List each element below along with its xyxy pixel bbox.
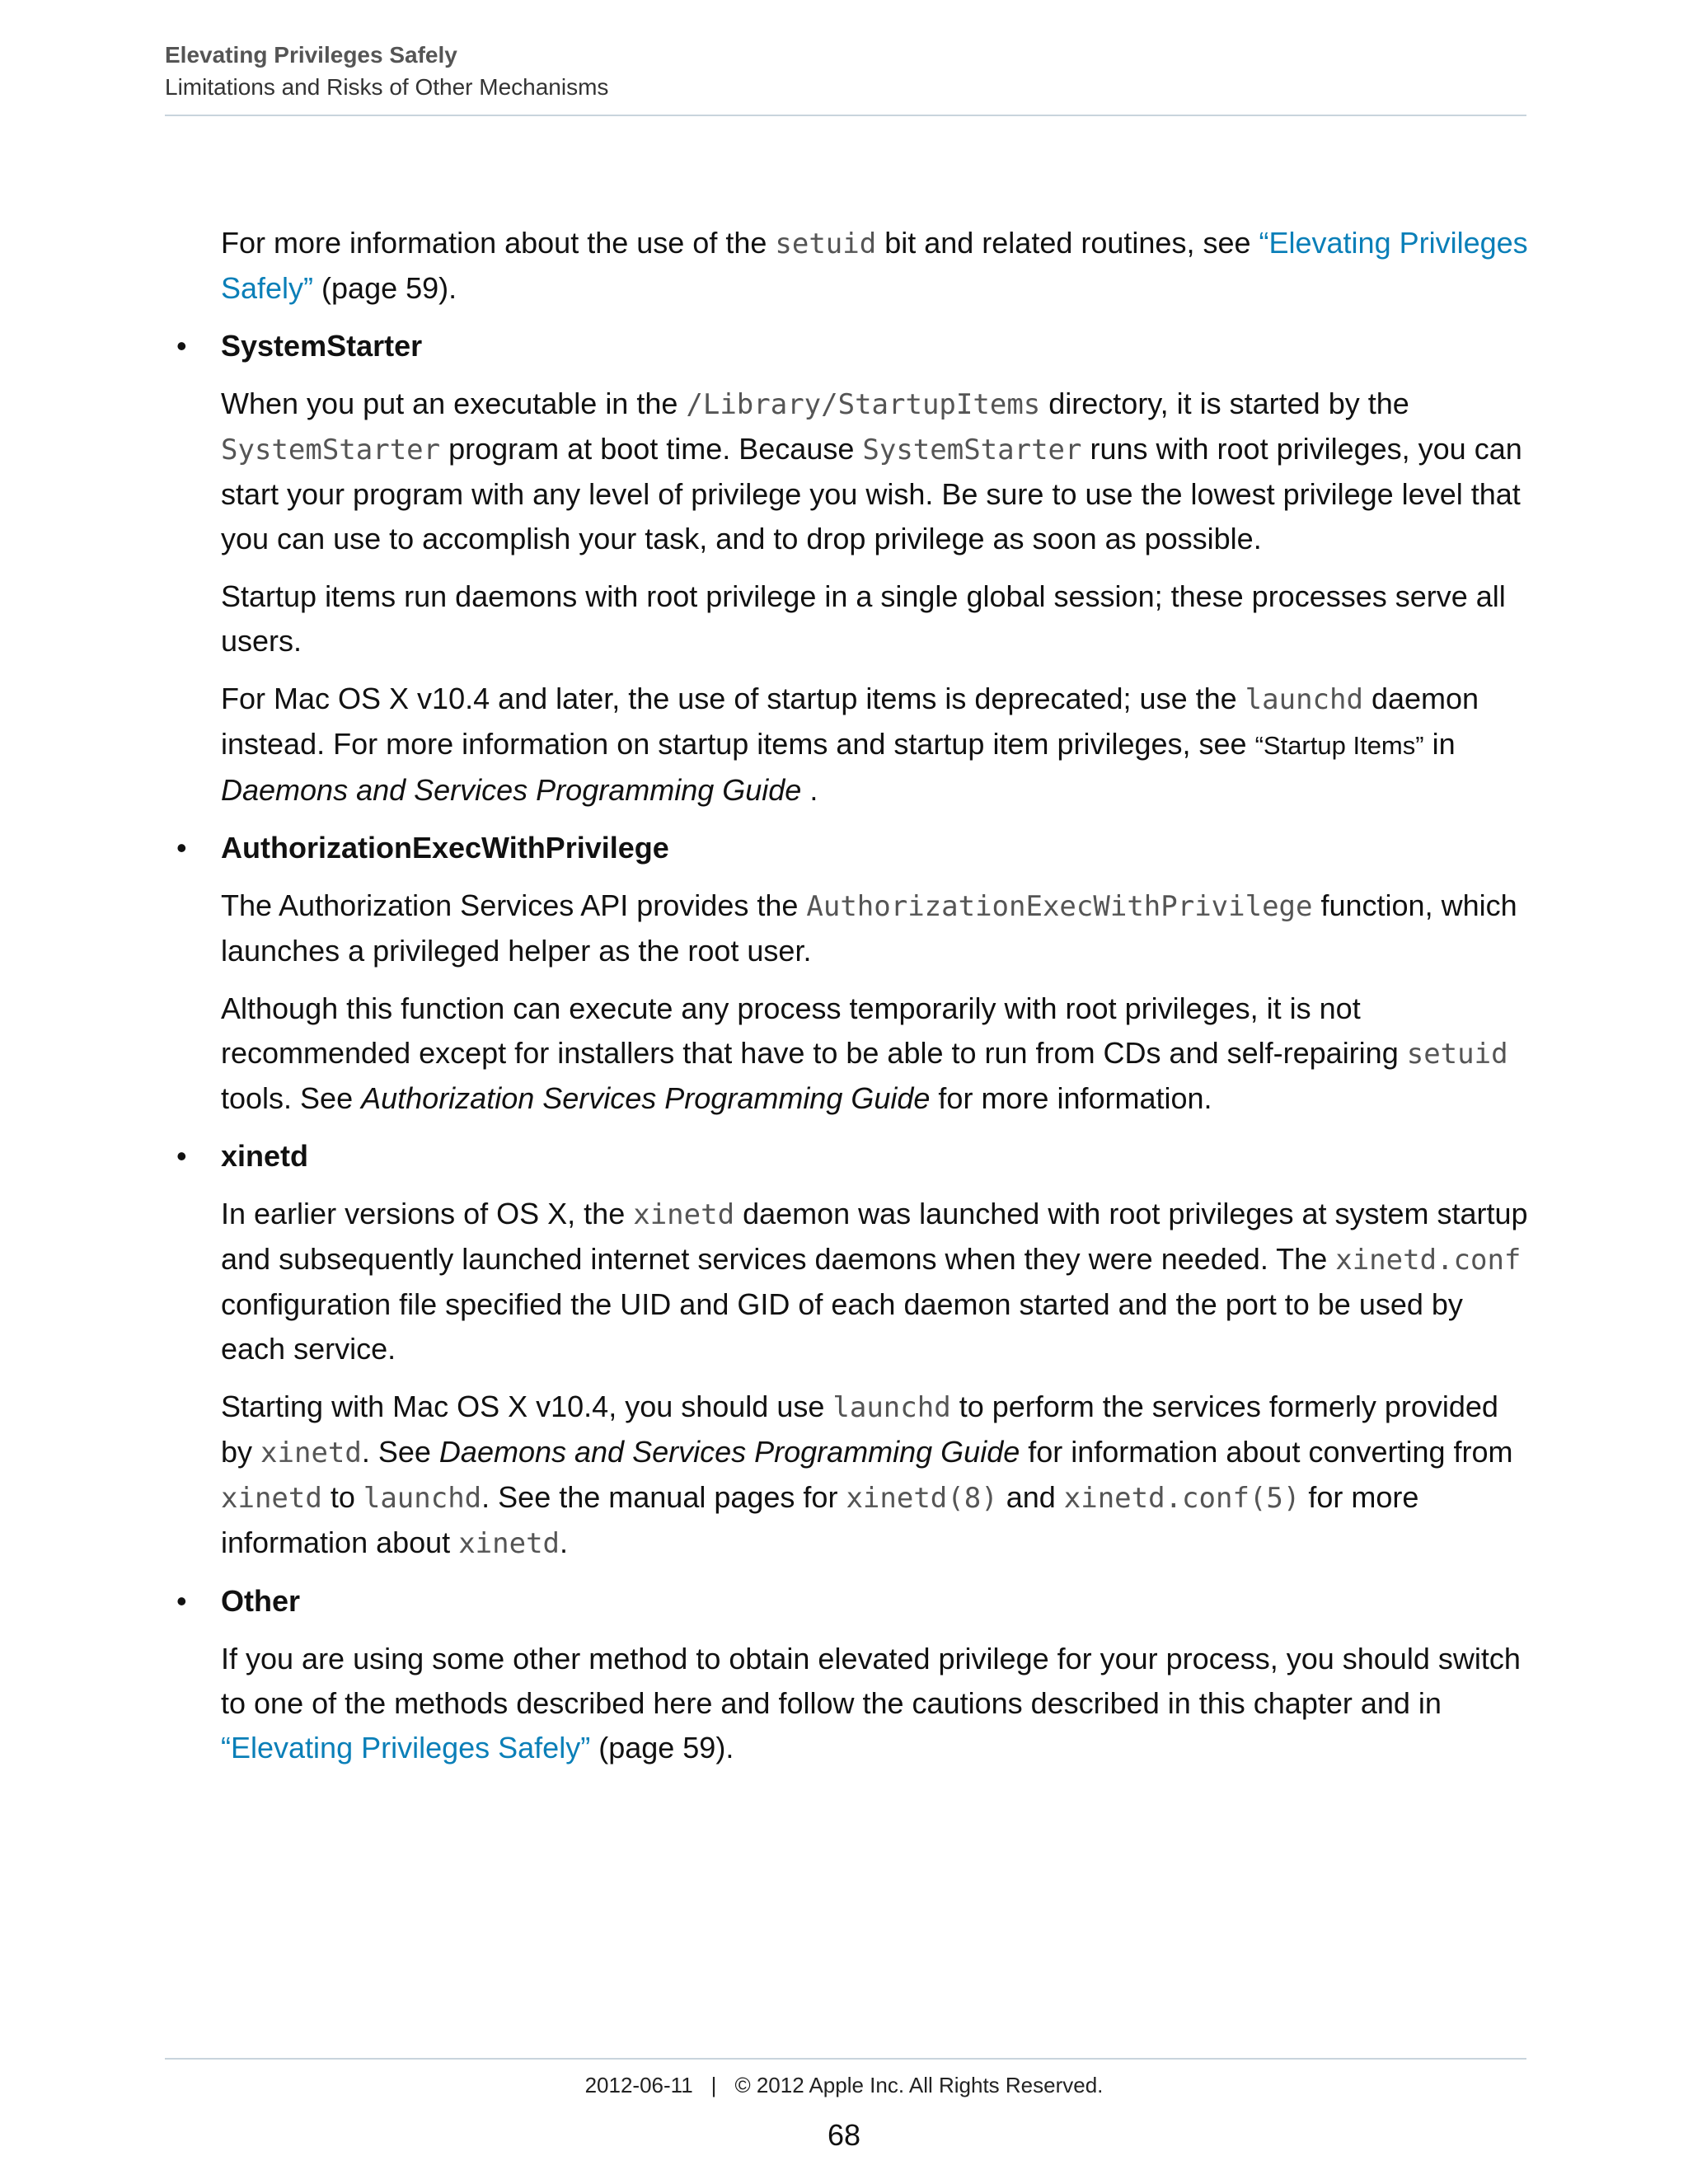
code-launchd: launchd <box>1245 683 1363 716</box>
text: . See the manual pages for <box>481 1480 846 1514</box>
text: The Authorization Services API provides the <box>221 888 807 922</box>
text: (page 59). <box>313 271 457 305</box>
text: runs with root privileges, you can start your program with any level of privilege you wish. Be sure to use the lowest privilege level that you can use to accomplish your task, and to drop privilege as soon as possible. <box>221 432 1522 555</box>
text: For more information about the use of the <box>221 226 776 260</box>
code-xinetd: xinetd <box>260 1436 362 1469</box>
text: . <box>560 1526 569 1559</box>
page-header <box>165 41 1526 105</box>
intro-paragraph <box>221 221 1531 311</box>
text: In earlier versions of OS X, the <box>221 1197 634 1230</box>
page-number: 68 <box>827 2118 861 2152</box>
text: Although this function can execute any process temporarily with root privileges, it is not recommended except for installers that have to be able to run from CDs and self-repairing <box>221 991 1407 1070</box>
code-xinetd-manpage: xinetd(8) <box>846 1482 998 1515</box>
book-title: Daemons and Services Programming Guide <box>438 1435 1020 1469</box>
text: Starting with Mac OS X v10.4, you should use <box>221 1390 833 1423</box>
code-setuid: setuid <box>775 227 877 260</box>
authexec-paragraph-2 <box>221 987 1531 1121</box>
code-xinetd: xinetd <box>221 1482 322 1515</box>
bullet-icon: • <box>176 1139 187 1173</box>
heading-text: xinetd <box>221 1139 309 1173</box>
section-reference: “Startup Items” <box>1254 731 1424 760</box>
text: program at boot time. Because <box>440 432 863 466</box>
text: to <box>321 1480 363 1514</box>
code-xinetd: xinetd <box>633 1198 735 1231</box>
text: for more information about <box>221 1480 1419 1559</box>
text: function, which launches a privileged helper as the root user. <box>221 888 1517 968</box>
book-title: Authorization Services Programming Guide <box>361 1081 931 1115</box>
text: If you are using some other method to obtain elevated privilege for your process, you should switch to one of the methods described here and follow the cautions described in this chapter and in <box>221 1642 1521 1720</box>
text: tools. See <box>221 1081 362 1115</box>
code-systemstarter: SystemStarter <box>862 434 1082 466</box>
authexec-paragraph-1 <box>221 883 1531 973</box>
text: for information about converting from <box>1020 1435 1513 1469</box>
page-footer <box>0 2073 1688 2098</box>
text: for more information. <box>930 1081 1212 1115</box>
text: daemon was launched with root privileges at system startup and subsequently launched internet services daemons when they were needed. The <box>221 1197 1528 1276</box>
xinetd-paragraph-2 <box>221 1385 1531 1566</box>
main-content <box>176 221 1531 1783</box>
text: For Mac OS X v10.4 and later, the use of startup items is deprecated; use the <box>221 682 1245 715</box>
code-xinetd-conf-manpage: xinetd.conf(5) <box>1063 1482 1301 1515</box>
header-section-title: Limitations and Risks of Other Mechanisms <box>165 74 609 100</box>
footer-date: 2012-06-11 <box>584 2073 693 2097</box>
text: When you put an executable in the <box>221 387 687 420</box>
text: daemon instead. For more information on startup items and startup item privileges, see <box>221 682 1479 761</box>
footer-separator: | <box>710 2073 717 2097</box>
heading-text: SystemStarter <box>221 329 423 363</box>
code-launchd: launchd <box>363 1482 482 1515</box>
text: configuration file specified the UID and GID of each daemon started and the port to be used by each service. <box>221 1287 1463 1366</box>
text: in <box>1423 727 1456 761</box>
text: and <box>997 1480 1064 1514</box>
header-chapter-title: Elevating Privileges Safely <box>165 42 457 68</box>
code-xinetd: xinetd <box>458 1527 560 1560</box>
code-xinetd-conf: xinetd.conf <box>1335 1244 1522 1277</box>
bullet-icon: • <box>176 329 187 363</box>
other-paragraph-1 <box>221 1637 1531 1770</box>
text: directory, it is started by the <box>1040 387 1409 420</box>
systemstarter-paragraph-1 <box>221 382 1531 561</box>
code-startupitems-path: /Library/StartupItems <box>686 388 1041 421</box>
footer-divider <box>165 2058 1526 2060</box>
bullet-heading-systemstarter <box>176 324 1531 368</box>
bullet-icon: • <box>176 1584 187 1618</box>
link-elevating-privileges[interactable]: “Elevating Privileges Safely” <box>221 1731 591 1765</box>
link-elevating-privileges[interactable]: “Elevating Privileges Safely” <box>221 226 1528 305</box>
footer-copyright: © 2012 Apple Inc. All Rights Reserved. <box>734 2073 1104 2097</box>
heading-text: AuthorizationExecWithPrivilege <box>221 831 669 865</box>
text: to perform the services formerly provided by <box>221 1390 1498 1469</box>
heading-text: Other <box>221 1584 301 1618</box>
header-divider <box>165 115 1526 116</box>
systemstarter-paragraph-2: Startup items run daemons with root privilege in a single global session; these processes serve all users. <box>221 579 1506 658</box>
xinetd-paragraph-1 <box>221 1192 1531 1371</box>
systemstarter-paragraph-3 <box>221 677 1531 813</box>
bullet-heading-other <box>176 1579 1531 1624</box>
text: bit and related routines, see <box>876 226 1259 260</box>
bullet-icon: • <box>176 831 187 865</box>
code-authexec: AuthorizationExecWithPrivilege <box>806 890 1313 923</box>
book-title: Daemons and Services Programming Guide <box>221 773 802 807</box>
text: . <box>801 773 818 807</box>
code-launchd: launchd <box>832 1391 951 1424</box>
text: . See <box>361 1435 439 1469</box>
bullet-heading-xinetd <box>176 1134 1531 1179</box>
bullet-heading-authexec <box>176 826 1531 870</box>
text: (page 59). <box>590 1731 734 1765</box>
code-systemstarter: SystemStarter <box>221 434 441 466</box>
code-setuid: setuid <box>1406 1038 1508 1071</box>
